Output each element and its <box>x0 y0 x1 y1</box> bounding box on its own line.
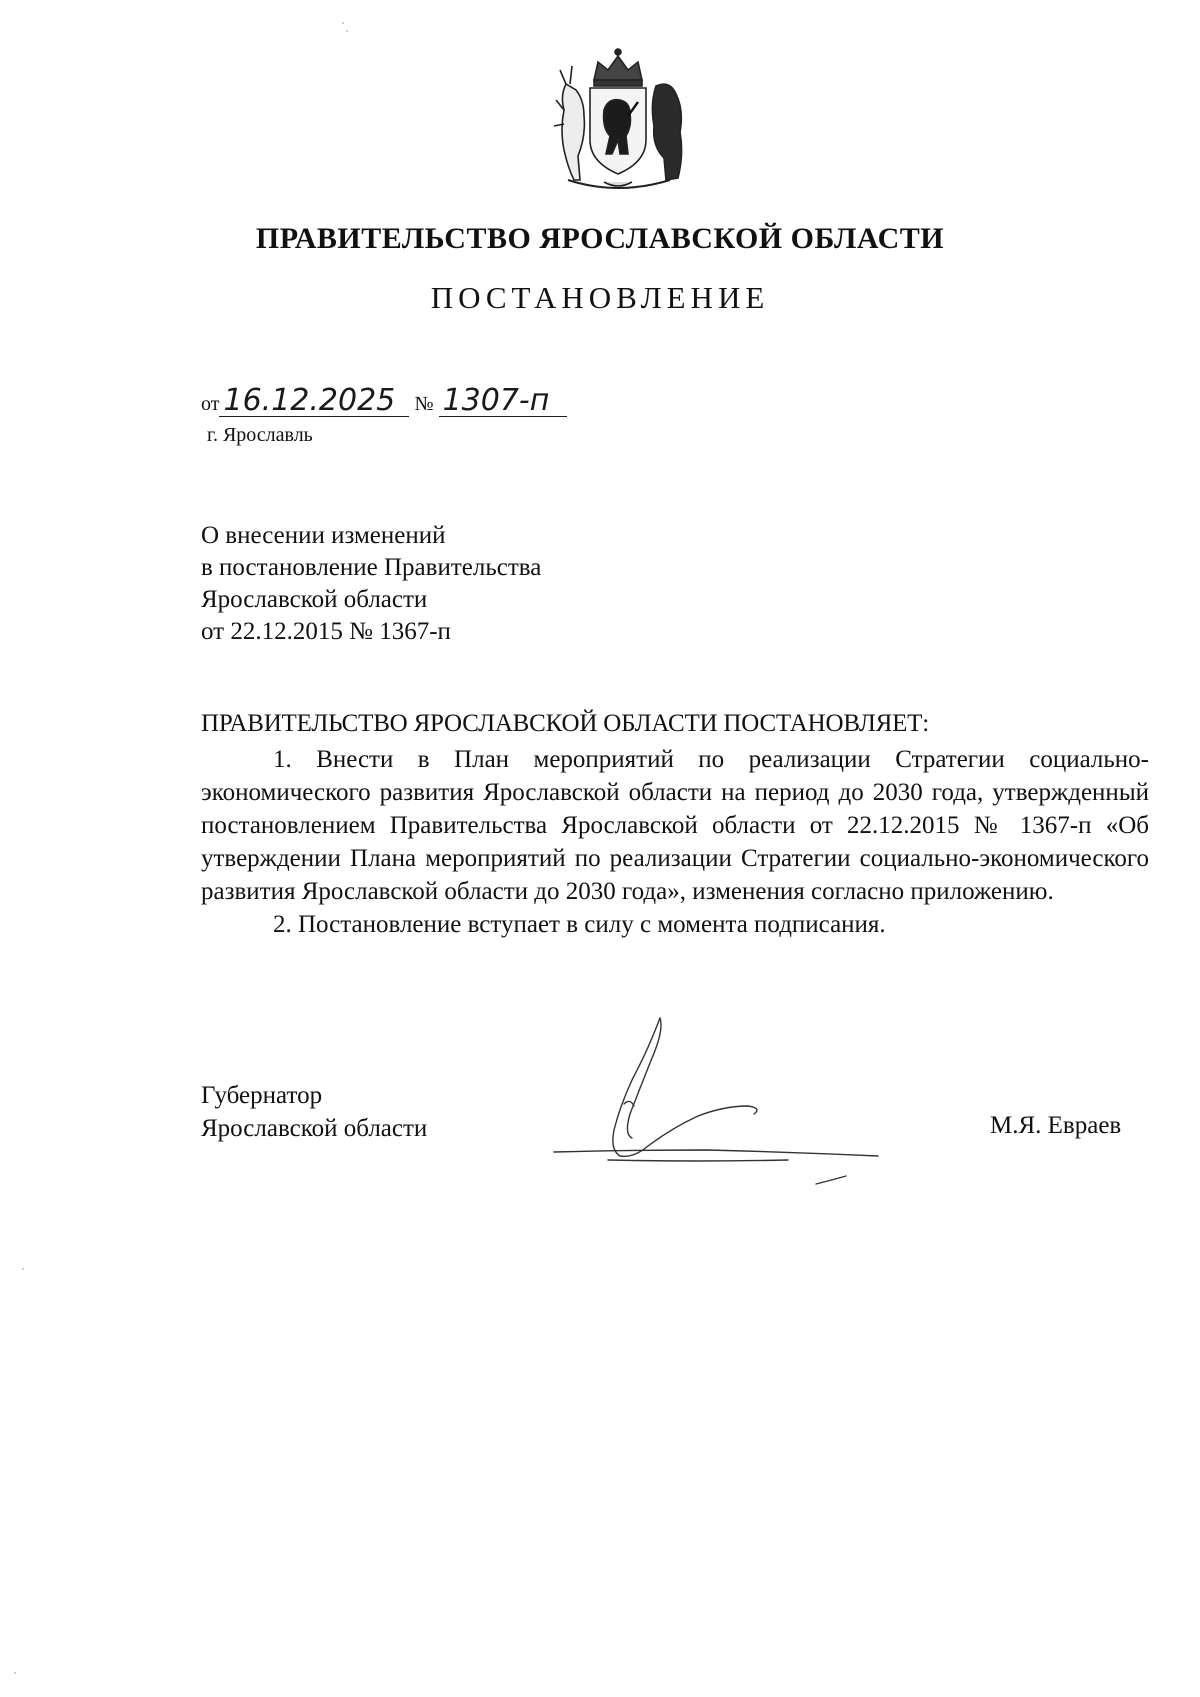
scan-speck <box>346 30 348 32</box>
city: г. Ярославль <box>207 424 313 446</box>
scan-speck <box>14 1672 16 1674</box>
subject-line: в постановление Правительства <box>201 554 542 581</box>
subject-line: Ярославской области <box>201 586 428 613</box>
coat-of-arms-icon <box>538 40 698 200</box>
subject-line: О внесении изменений <box>201 522 446 549</box>
government-title: ПРАВИТЕЛЬСТВО ЯРОСЛАВСКОЙ ОБЛАСТИ <box>255 222 945 255</box>
scan-speck <box>342 22 344 24</box>
handwritten-number: 1307-п <box>439 386 567 417</box>
number-prefix: № <box>414 393 434 415</box>
paragraph: 2. Постановление вступает в силу с момента подписания. <box>273 911 886 938</box>
registration-line <box>201 383 567 418</box>
signatory-role-line: Ярославской области <box>201 1115 428 1142</box>
document-body <box>201 743 1149 941</box>
document-type: ПОСТАНОВЛЕНИЕ <box>430 280 770 315</box>
subject-line: от 22.12.2015 № 1367-п <box>201 618 451 645</box>
date-prefix: от <box>201 393 220 415</box>
paragraph: 1. Внести в План мероприятий по реализации Стратегии социально-экономического развития Ярославской области на период до 2030 года, утвержденный постановлением Правительства Ярославской области от 22.12.2015 № 1367-п «Об утверждении Плана мероприятий по реализации Стратегии социально-экономического развития Ярославской области до 2030 года», изменения согласно приложению. <box>201 746 1149 905</box>
signature-icon <box>548 1010 908 1190</box>
scan-speck <box>22 1268 24 1270</box>
signatory-name: М.Я. Евраев <box>990 1112 1122 1139</box>
signatory-role <box>201 1079 427 1145</box>
signatory-role-line: Губернатор <box>201 1082 323 1109</box>
handwritten-date: 16.12.2025 <box>219 386 409 417</box>
document-subject <box>201 520 541 648</box>
resolution-heading: ПРАВИТЕЛЬСТВО ЯРОСЛАВСКОЙ ОБЛАСТИ ПОСТАНОВЛЯЕТ: <box>201 710 929 737</box>
